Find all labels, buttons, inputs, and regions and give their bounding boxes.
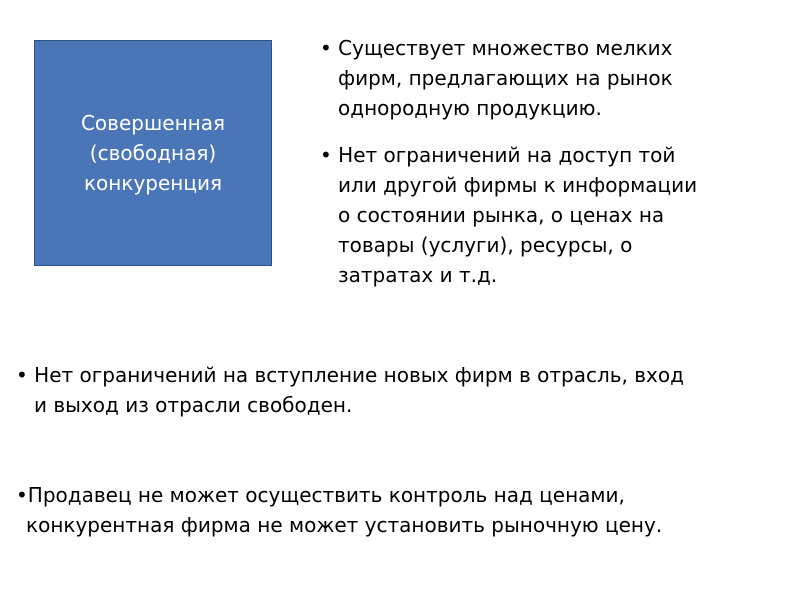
bullet-price-control (16, 480, 662, 540)
bullet-information-access (320, 140, 697, 290)
bullet-line: о состоянии рынка, о ценах на (338, 203, 665, 227)
bullet-line: затратах и т.д. (338, 263, 498, 287)
bullet-line: однородную продукцию. (338, 96, 602, 120)
bullet-line: • Нет ограничений на вступление новых фирм в отрасль, вход (16, 363, 684, 387)
bullet-line: или другой фирмы к информации (338, 173, 698, 197)
bullet-free-entry (16, 360, 684, 420)
bullet-line: конкурентная фирма не может установить рыночную цену. (26, 513, 663, 537)
bullet-line: фирм, предлагающих на рынок (338, 66, 673, 90)
bullet-many-firms (320, 33, 673, 123)
bullet-line: •Продавец не может осуществить контроль над ценами, (16, 483, 625, 507)
bullet-line: • Существует множество мелких (320, 36, 673, 60)
bullet-line: товары (услуги), ресурсы, о (338, 233, 633, 257)
title-box (34, 40, 272, 266)
bullet-line: • Нет ограничений на доступ той (320, 143, 676, 167)
bullet-line: и выход из отрасли свободен. (34, 393, 353, 417)
title-text: Совершенная (свободная) конкуренция (80, 111, 226, 195)
